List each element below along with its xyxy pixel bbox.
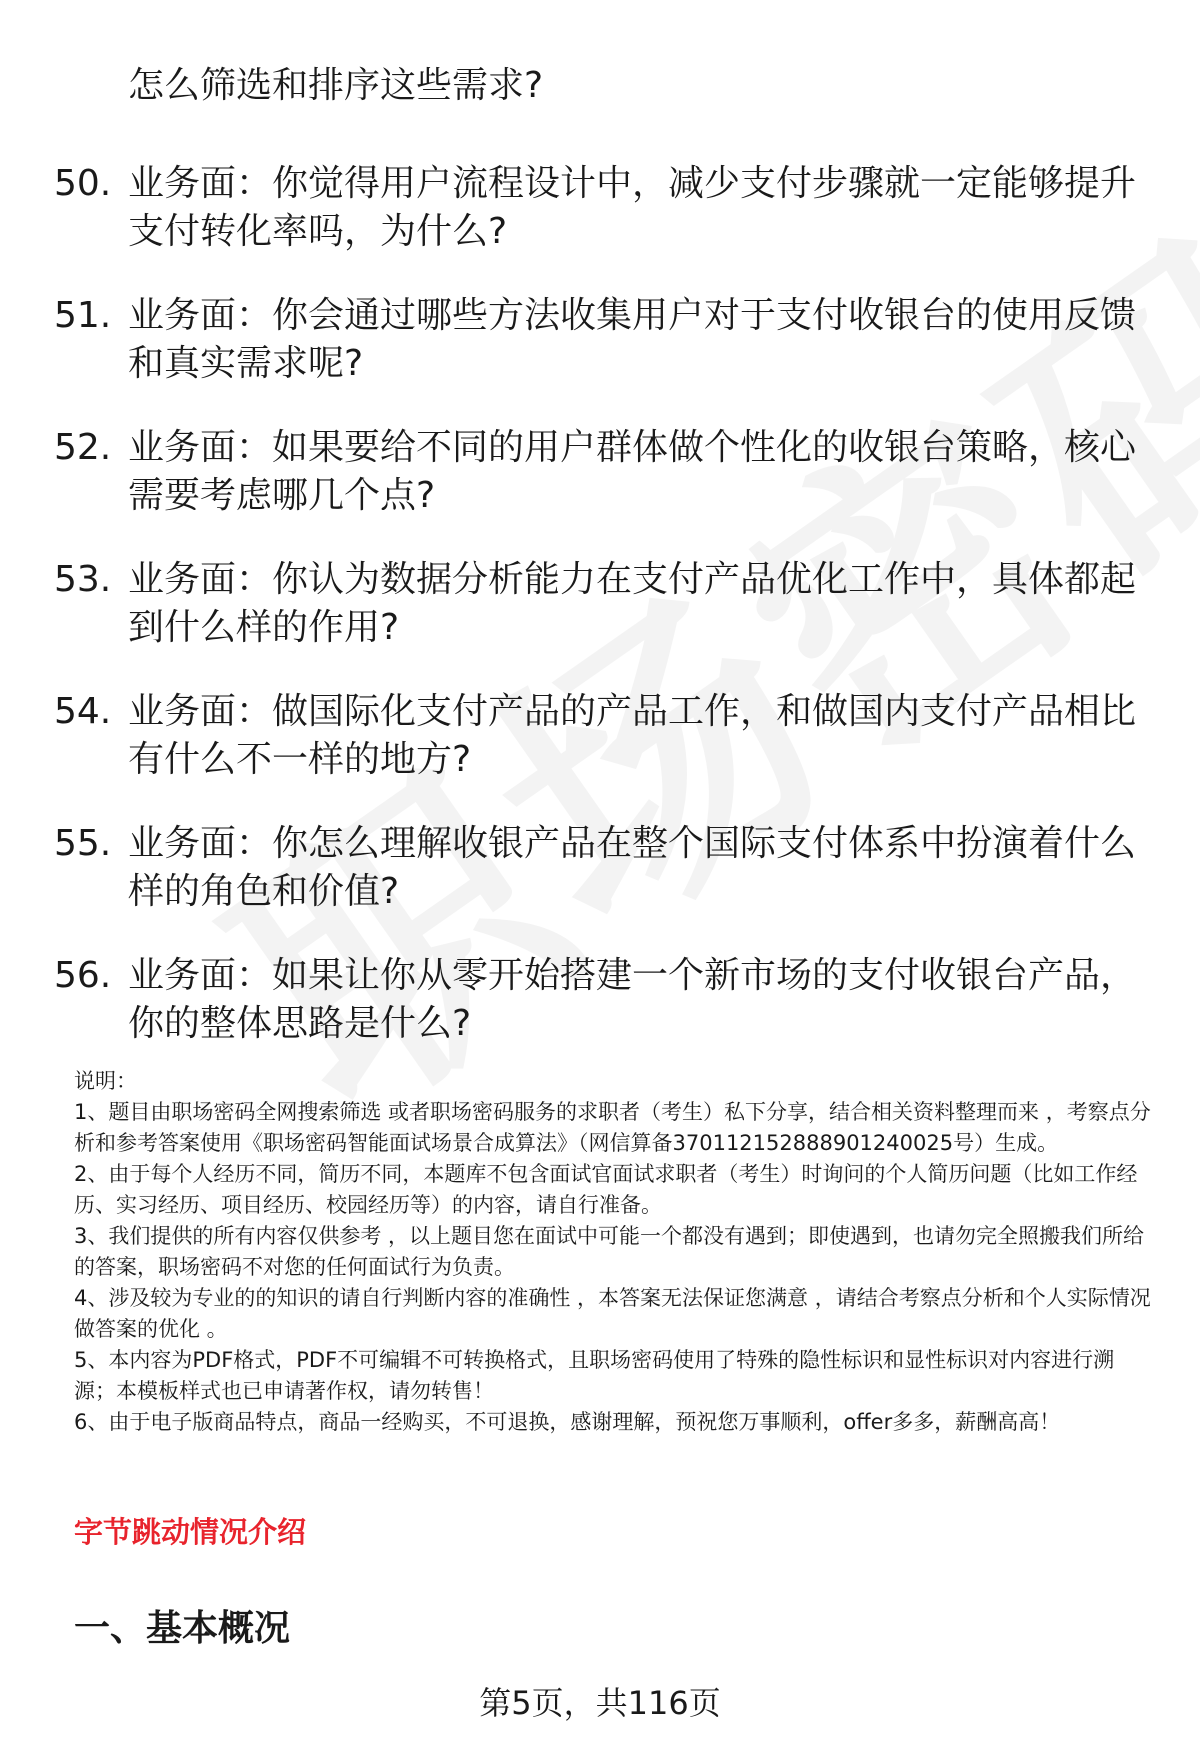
question-text: 业务面：做国际化支付产品的产品工作，和做国内支付产品相比有什么不一样的地方? — [128, 691, 1137, 780]
question-text: 业务面：你怎么理解收银产品在整个国际支付体系中扮演着什么样的角色和价值? — [128, 823, 1137, 912]
note-item: 4、涉及较为专业的的知识的请自行判断内容的准确性 ，本答案无法保证您满意 ，请结合考察点分析和个人实际情况做答案的优化 。 — [74, 1286, 1151, 1341]
question-item — [0, 160, 1138, 256]
question-number: 55. — [54, 823, 112, 864]
question-number: 50. — [54, 163, 112, 204]
question-item — [0, 292, 1138, 388]
question-number: 53. — [54, 559, 112, 600]
question-number: 56. — [54, 955, 112, 996]
notes-heading: 说明： — [74, 1069, 137, 1093]
question-continuation: 怎么筛选和排序这些需求? — [128, 65, 544, 106]
question-text: 业务面：你会通过哪些方法收集用户对于支付收银台的使用反馈和真实需求呢? — [128, 295, 1137, 384]
note-item: 5、本内容为PDF格式，PDF不可编辑不可转换格式，且职场密码使用了特殊的隐性标识和显性标识对内容进行溯源；本模板样式也已申请著作权，请勿转售！ — [74, 1348, 1115, 1403]
notes-section — [74, 1066, 1154, 1438]
note-item: 2、由于每个人经历不同，简历不同，本题库不包含面试官面试求职者（考生）时询问的个人简历问题（比如工作经历、实习经历、项目经历、校园经历等）的内容，请自行准备。 — [74, 1162, 1138, 1217]
question-item — [0, 424, 1138, 520]
question-item — [0, 556, 1138, 652]
note-item: 3、我们提供的所有内容仅供参考 ，以上题目您在面试中可能一个都没有遇到；即使遇到，也请勿完全照搬我们所给的答案，职场密码不对您的任何面试行为负责。 — [74, 1224, 1145, 1279]
note-item: 1、题目由职场密码全网搜索筛选 或者职场密码服务的求职者（考生）私下分享，结合相关资料整理而来 ，考察点分析和参考答案使用《职场密码智能面试场景合成算法》（网信算备370112152888901240025号）生成。 — [74, 1100, 1151, 1155]
question-list — [0, 160, 1200, 1084]
question-item — [0, 952, 1138, 1048]
question-text: 业务面：你认为数据分析能力在支付产品优化工作中，具体都起到什么样的作用? — [128, 559, 1137, 648]
question-item — [0, 688, 1138, 784]
question-number: 52. — [54, 427, 112, 468]
page-footer: 第5页，共116页 — [479, 1684, 721, 1722]
question-number: 54. — [54, 691, 112, 732]
company-intro-title: 字节跳动情况介绍 — [74, 1515, 307, 1549]
question-text: 业务面：如果要给不同的用户群体做个性化的收银台策略，核心需要考虑哪几个点? — [128, 427, 1137, 516]
note-item: 6、由于电子版商品特点，商品一经购买，不可退换，感谢理解，预祝您万事顺利，offer多多，薪酬高高！ — [74, 1410, 1061, 1434]
section-heading: 一、基本概况 — [74, 1608, 291, 1649]
question-item — [0, 820, 1138, 916]
question-number: 51. — [54, 295, 112, 336]
question-text: 业务面：如果让你从零开始搭建一个新市场的支付收银台产品，你的整体思路是什么? — [128, 955, 1137, 1044]
question-text: 业务面：你觉得用户流程设计中，减少支付步骤就一定能够提升支付转化率吗，为什么? — [128, 163, 1137, 252]
